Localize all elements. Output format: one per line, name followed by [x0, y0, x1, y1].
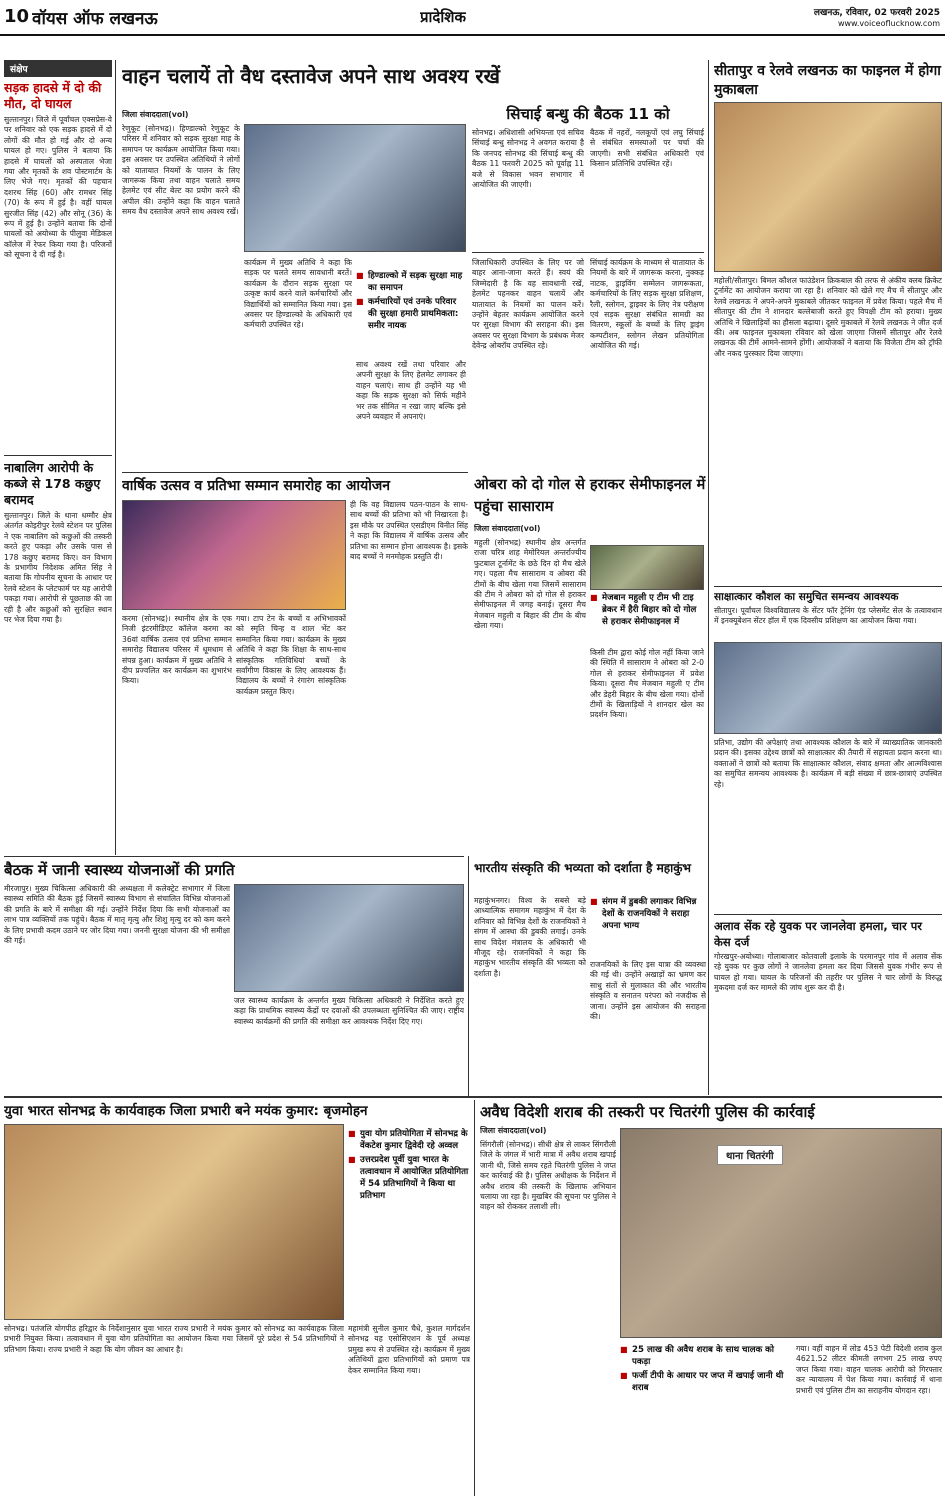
- sitapur-headline: सीतापुर व रेलवे लखनऊ का फाइनल में होगा मुकाबला: [714, 63, 941, 98]
- sichai-headline: सिचाई बन्धु की बैठक 11 को: [506, 105, 670, 123]
- story2-body-b: सिंचाई कार्यक्रम के माध्यम से यातायात के नियमों के बारे में जागरूक करना, नुक्कड़ नाटक, ड्राइविंग सम्मेलन जागरूकता, कर्मचारियों के लिए सड़क सुरक्षा प्रशिक्षण, रैली, स्लोगन, ड्राइवर के लिए नेत्र परीक्षण एवं सड़क सुरक्षा संबंधित सामग्री का वितरण, स्कूलों के बच्चों के लिए ड्राइंग कम्पटीशन, स्लोगन लेखन प्रतियोगिता आयोजित की गई।: [590, 258, 704, 351]
- baithak-headline: बैठक में जानी स्वास्थ्य योजनाओं की प्रगति: [4, 861, 235, 879]
- sharab-headline: अवैध विदेशी शराब की तस्करी पर चितरंगी पुलिस की कार्रवाई: [480, 1103, 815, 1121]
- varshik-col-1: करमा (सोनभद्र)। स्थानीय क्षेत्र के एक निजी इंटरमीडिएट कॉलेज करमा का 36वां वार्षिक उत्सव एवं प्रतिभा सम्मान समारोह विद्यालय परिसर में धूमधाम से संपन्न हुआ। कार्यक्रम में मुख्य अतिथि ने दीप प्रज्वलित कर कार्यक्रम का शुभारंभ किया।: [122, 614, 232, 686]
- sichai-body-b: बैठक में नहरों, नलकूपों एवं लघु सिंचाई से संबंधित समस्याओं पर चर्चा की जाएगी। सभी संबंधित अधिकारी एवं किसान प्रतिनिधि उपस्थित रहें।: [590, 128, 704, 169]
- varshik-photo-dance: [122, 500, 346, 610]
- masthead: [0, 0, 945, 36]
- brief-label: संक्षेप: [4, 60, 112, 77]
- yuva-bullet-2: ■ उत्तरप्रदेश पूर्वी युवा भारत के तत्वावधान में आयोजित प्रतियोगिता में 54 प्रतिभागियों ने किया था प्रतिभाग: [348, 1154, 470, 1202]
- sharab-photo-police: [620, 1128, 942, 1338]
- lead-photo-award: [244, 124, 466, 252]
- yuva-body: सोनभद्र। पतंजलि योगपीठ हरिद्वार के निर्देशानुसार युवा भारत राज्य प्रभारी ने मयंक कुमार को सोनभद्र का कार्यवाहक जिला प्रभारी नियुक्त किया। तत्वावधान में युवा योग प्रतियोगिता का आयोजन किया गया जिसमें पूरे प्रदेश से 54 प्रतिभागियों ने प्रतिभाग किया। राज्य प्रभारी ने कहा कि योग जीवन का आधार है।: [4, 1324, 344, 1354]
- page-number: 10: [4, 6, 30, 27]
- obra-credit: जिला संवाददाता(vol): [474, 524, 541, 533]
- baithak-body-b: जल स्वास्थ्य कार्यक्रम के अन्तर्गत मुख्य चिकित्सा अधिकारी ने निर्देशित करते हुए कहा कि प्राथमिक स्वास्थ्य केंद्रों पर दवाओं की उपलब्धता सुनिश्चित की जाए। राष्ट्रीय स्वास्थ्य कार्यक्रमों की प्रगति की समीक्षा कर आवश्यक निर्देश दिए गए।: [234, 996, 464, 1026]
- sakshatkar-photo-group: [714, 642, 942, 734]
- section-title: प्रादेशिक: [420, 8, 466, 26]
- brief-2-body: सुल्तानपुर। जिले के थाना धम्मौर क्षेत्र अंतर्गत कोइरीपुर रेलवे स्टेशन पर पुलिस ने एक नाबालिग को कछुओं की तस्करी करते हुए पकड़ा और उसके पास से 178 कछुए बरामद किए। वन विभाग के प्रभागीय निदेशक अमित सिंह ने बताया कि गोपनीय सूचना के आधार पर रेलवे स्टेशन के प्लेटफार्म पर यह आरोपी पकड़ा गया। आरोपी से पूछताछ की जा रही है और कछुओं को सुरक्षित स्थान पर भेज दिया गया है।: [4, 511, 112, 625]
- brief-1-title: सड़क हादसे में दो की मौत, दो घायल: [4, 80, 102, 111]
- lead-headline: वाहन चलायें तो वैध दस्तावेज अपने साथ अवश्य रखें: [122, 64, 500, 88]
- obra-headline: ओबरा को दो गोल से हराकर सेमीफाइनल में पहुंचा सासाराम: [474, 477, 706, 515]
- obra-body: महुली (सोनभद्र) स्थानीय क्षेत्र अन्तर्गत राजा चरित्र शाह मेमोरियल अन्तर्राज्यीय फुटबाल टूर्नामेंट के छठे दिन दो मैच खेले गए। पहला मैच सासाराम व ओबरा की टीमों के बीच खेला गया जिसमें सासाराम की टीम ने ओबरा को दो गोल से हराकर सेमीफाइनल में जगह बनाई। दूसरा मैच मेजबान महुली व बिहार की टीम के बीच खेला गया।: [474, 538, 586, 631]
- sitapur-photo-cricket: [714, 102, 942, 272]
- sakshatkar-body-b: प्रतिभा, उद्योग की अपेक्षाएं तथा आवश्यक कौशल के बारे में व्याख्यातिक जानकारी प्रदान की। इसका उद्देश्य छात्रों को साक्षात्कार की तैयारी में सहायता प्रदान करना था। वक्ताओं ने छात्रों को बताया कि साक्षात्कार कौशल, संवाद क्षमता और आत्मविश्वास का समुचित समन्वय आवश्यक है। कार्यक्रम में बड़ी संख्या में छात्र-छात्राएं उपस्थित रहे।: [714, 738, 942, 789]
- sharab-body-b: गया। वहीं वाहन में लोड 453 पेटी विदेशी शराब कुल 4621.52 लीटर कीमती लगभग 25 लाख रुपए जप्त किया गया। वाहन चालक आरोपी को गिरफ्तार कर न्यायालय में पेश किया गया। कार्रवाई में थाना प्रभारी एवं पुलिस टीम का सराहनीय योगदान रहा।: [796, 1344, 942, 1395]
- alav-body: गोरखपुर-अयोध्या। गोलाबाजार कोतवाली इलाके के परमानपुर गांव में अलाव सेंक रहे युवक पर कुछ लोगों ने जानलेवा हमला कर दिया जिससे युवक गंभीर रूप से घायल हो गया। घायल के परिजनों की तहरीर पर पुलिस ने चार लोगों के विरुद्ध मुकदमा दर्ज कर मामले की जांच शुरू कर दी है।: [714, 952, 942, 993]
- yuva-photo-event: [4, 1124, 344, 1320]
- kumbh-headline: भारतीय संस्कृति की भव्यता को दर्शाता है महाकुंभ: [474, 861, 691, 875]
- varshik-headline: वार्षिक उत्सव व प्रतिभा सम्मान समारोह का आयोजन: [122, 478, 391, 494]
- kumbh-bullet-1: ■ संगम में डुबकी लगाकर विभिन्न देशों के राजनयिकों ने सराहा अपना भाग्य: [590, 896, 706, 932]
- story2-body: जिलाधिकारी उपस्थित के लिए पर जो बाहर आना-जाना करते हैं। स्वयं की जिम्मेदारी है कि वह सावधानी रखें, हेलमेट पहनकर वाहन चलायें और यातायात के नियमों का पालन करें। उन्होंने बेहतर कार्यक्रम आयोजित करने पर सुरक्षा विभाग की सराहना की। इस अवसर पर सुरक्षा विभाग के प्रबंधक मेजर देवेन्द्र ओबरॉय उपस्थित रहे।: [472, 258, 584, 351]
- sharab-body-extra: [480, 1350, 616, 1496]
- sharab-body: सिंगरौली (सोनभद्र)। सीधी क्षेत्र से लाकर सिंगरौली जिले के जंगल में भारी मात्रा में अवैध शराब खपाई जानी थी, जिसे समय रहते चितरंगी पुलिस ने जप्त कर कार्रवाई की है। पुलिस अधीक्षक के निर्देशन में अवैध शराब की तस्करी के खिलाफ अभियान चलाया जा रहा है। मुखबिर की सूचना पर पुलिस ने वाहन को रोककर तलाशी ली।: [480, 1140, 616, 1212]
- obra-body-b: किसी टीम द्वारा कोई गोल नहीं किया जाने की स्थिति में सासाराम ने ओबरा को 2-0 गोल से हराकर सेमीफाइनल में प्रवेश किया। दूसरा मैच मेजबान महुली ए टीम और डेहरी बिहार के बीच खेला गया। दोनों टीमों के खिलाड़ियों ने शानदार खेल का प्रदर्शन किया।: [590, 648, 704, 720]
- brief-2-title: नाबालिग आरोपी के कब्जे से 178 कछुए बरामद: [4, 455, 112, 508]
- sharab-credit: जिला संवाददाता(vol): [480, 1126, 547, 1135]
- brief-1-body: सुल्तानपुर। जिले में पूर्वांचल एक्सप्रेस-वे पर शनिवार को एक सड़क हादसे में दो लोगों की मौत हो गई और दो अन्य घायल हो गए। पुलिस ने बताया कि हादसे में घायलों को अस्पताल भेजा गया और मृतकों के शव पोस्टमार्टम के लिए भेजे गए। मृतकों की पहचान दशरथ सिंह (60) और रामधर सिंह (70) के रूप में हुई है। वहीं घायल सुरजीत सिंह (42) और सोनू (36) के रूप में हुई है। उन्होंने बताया कि दोनों घायलों को अयोध्या के पीलुवा मेडिकल कॉलेज में रेफर किया गया है। परिजनों को सूचना दे दी गई है।: [4, 115, 112, 260]
- kumbh-body: महाकुंभनगर। विश्व के सबसे बड़े आध्यात्मिक समागम महाकुंभ में देश के शनिवार को विभिन्न देशों के राजनयिकों ने संगम में आस्था की डुबकी लगाई। उनके साथ विदेश मंत्रालय के अधिकारी भी मौजूद रहे। राजनयिकों ने कहा कि महाकुंभ भारतीय संस्कृति की भव्यता को दर्शाता है।: [474, 896, 586, 978]
- sharab-bullets: [620, 1344, 790, 1396]
- kumbh-bullets: [590, 896, 706, 934]
- lead-col-3: साथ अवश्य रखें तथा परिवार और अपनी सुरक्षा के लिए हेलमेट लगाकर ही वाहन चलाएं। साथ ही उन्होंने यह भी कहा कि सड़क सुरक्षा को सिर्फ महीने भर तक सीमित न रखा जाए बल्कि इसे अपने व्यवहार में अपनाएं।: [356, 360, 466, 422]
- website-link[interactable]: www.voiceoflucknow.com: [837, 19, 940, 28]
- baithak-body: मीरजापुर। मुख्य चिकित्सा अधिकारी की अध्यक्षता में कलेक्ट्रेट सभागार में जिला स्वास्थ्य समिति की बैठक हुई जिसमें स्वास्थ्य विभाग से संचालित विभिन्न योजनाओं की प्रगति के बारे में समीक्षा की गई। उन्होंने निर्देश दिया कि सभी योजनाओं का लाभ पात्र व्यक्तियों तक पहुंचे। बैठक में मातृ मृत्यु और शिशु मृत्यु दर को कम करने के लिए प्रभावी कदम उठाने पर जोर दिया गया। जननी सुरक्षा योजना की भी समीक्षा की गई।: [4, 884, 230, 946]
- sharab-bullet-2: ■ फर्जी टीपी के आधार पर जप्त में खपाई जानी थी शराब: [620, 1370, 790, 1394]
- lead-col-1: रेणुकूट (सोनभद्र)। हिण्डाल्को रेणुकूट के परिसर में शनिवार को सड़क सुरक्षा माह के समापन पर कार्यक्रम आयोजित किया गया। इस अवसर पर उपस्थित अतिथियों ने लोगों को यातायात नियमों के पालन के लिए जागरूक किया तथा वाहन चलाते समय हेलमेट एवं सीट बेल्ट का प्रयोग करने की अपील की। उन्होंने कहा कि वाहन चलाते समय वैध दस्तावेज अपने साथ अवश्य रखें।: [122, 124, 240, 217]
- obra-photo-football: [590, 545, 704, 590]
- sichai-body-a: सोनभद्र। अधिशासी अभियन्ता एवं सचिव सिंचाई बन्धु सोनभद्र ने अवगत कराया है कि जनपद सोनभद्र की सिंचाई बन्धु की बैठक 11 फरवरी 2025 को पूर्वाह्न 11 बजे से विकास भवन सभागार में आयोजित की जाएगी।: [472, 128, 584, 190]
- yuva-bullets: [348, 1128, 470, 1204]
- yuva-body-b: महामंत्री सुनील कुमार चैधे, कुशल मार्गदर्शन सोनभद्र यह एसोसिएशन के पूर्व अध्यक्ष प्रमुख रूप से उपस्थित रहे। कार्यक्रम में मुख्य अतिथियों द्वारा प्रतिभागियों को प्रमाण पत्र देकर सम्मानित किया गया।: [348, 1324, 470, 1375]
- lead-bullet-2: ■ कर्मचारियों एवं उनके परिवार की सुरक्षा हमारी प्राथमिकता: समीर नायक: [356, 296, 466, 332]
- dateline: लखनऊ, रविवार, 02 फरवरी 2025: [813, 8, 940, 18]
- varshik-col-2: गया। टाप टेन के बच्चों व अभिभावकों को स्मृति चिन्ह व शाल भेंट कर सम्मानित किया गया। कार्यक्रम के मुख्य अतिथि ने कहा कि शिक्षा के साथ-साथ सांस्कृतिक गतिविधियां बच्चों के सर्वांगीण विकास के लिए आवश्यक हैं। विद्यालय के बच्चों ने रंगारंग सांस्कृतिक कार्यक्रम प्रस्तुत किए।: [236, 614, 346, 696]
- lead-credit: जिला संवाददाता(vol): [122, 110, 189, 119]
- yuva-bullet-1: ■ युवा योग प्रतियोगिता में सोनभद्र के वेंकटेश कुमार द्विवेदी रहे अव्वल: [348, 1128, 470, 1152]
- police-station-sign: थाना चितरंगी: [717, 1145, 783, 1165]
- paper-name: वॉयस ऑफ लखनऊ: [32, 9, 158, 29]
- sakshatkar-body-a: सीतापुर। पूर्वांचल विश्वविद्यालय के सेंटर फॉर ट्रेनिंग एंड प्लेसमेंट सेल के तत्वावधान में इनक्यूबेशन सेंटर हॉल में एक दिवसीय प्रशिक्षण का आयोजन किया गया।: [714, 606, 942, 626]
- alav-headline: अलाव सेंक रहे युवक पर जानलेवा हमला, चार पर केस दर्ज: [714, 919, 922, 949]
- sitapur-body: महोली/सीतापुर। बिमल कौशल फाउंडेशन क्रिकबाल की तरफ से अंकीय क्लब क्रिकेट टूर्नामेंट का आयोजन कराया जा रहा है। शनिवार को खेले गए मैच में सीतापुर और रेलवे लखनऊ ने अपने-अपने मुकाबले जीतकर फाइनल में प्रवेश किया। पहले मैच में सीतापुर की टीम ने शानदार बल्लेबाजी करते हुए विपक्षी टीम को हराया। मुख्य अतिथि ने खिलाड़ियों का हौसला बढ़ाया। दूसरे मुकाबले में रेलवे लखनऊ ने जीत दर्ज की। अब फाइनल मुकाबला रविवार को खेला जाएगा जिसमें सीतापुर और रेलवे लखनऊ की टीमें आमने-सामने होंगी। आयोजकों ने बताया कि विजेता टीम को ट्रॉफी और नकद पुरस्कार दिया जाएगा।: [714, 276, 942, 358]
- kumbh-body-b: राजनयिकों के लिए इस यात्रा की व्यवस्था की गई थी। उन्होंने अखाड़ों का भ्रमण कर साधु संतों से मुलाकात की और भारतीय संस्कृति व सनातन परंपरा को नजदीक से जाना। उन्होंने इस आयोजन की सराहना की।: [590, 960, 706, 1022]
- varshik-col-3: ही कि वह विद्यालय पठन-पाठन के साथ-साथ बच्चों की प्रतिभा को भी निखारता है। इस मौके पर उपस्थित एसडीएम विनीत सिंह ने कहा कि विद्यालय में वार्षिक उत्सव और प्रतिभा का सम्मान होना आवश्यक है। इसके बाद बच्चों ने मनमोहक प्रस्तुति दी।: [350, 500, 468, 562]
- lead-bullet-1: ■ हिण्डाल्को में सड़क सुरक्षा माह का समापन: [356, 270, 466, 294]
- lead-col-2: कार्यक्रम में मुख्य अतिथि ने कहा कि सड़क पर चलते समय सावधानी बरतें। कार्यक्रम के दौरान सड़क सुरक्षा पर उत्कृष्ट कार्य करने वाले कर्मचारियों और विद्यार्थियों को सम्मानित किया गया। इस अवसर पर हिण्डाल्को के अधिकारी एवं कर्मचारी उपस्थित रहे।: [244, 258, 352, 330]
- sharab-bullet-1: ■ 25 लाख की अवैध शराब के साथ चालक को पकड़ा: [620, 1344, 790, 1368]
- left-column: [4, 60, 112, 866]
- obra-bullet-1: ■ मेजबान महुली ए टीम भी टाइ ब्रेकर में हैरी बिहार को दो गोल से हराकर सेमीफाइनल में: [590, 592, 704, 628]
- lead-bullets: [356, 270, 466, 334]
- yuva-headline: युवा भारत सोनभद्र के कार्यवाहक जिला प्रभारी बने मयंक कुमार: बृजमोहन: [4, 1103, 368, 1119]
- obra-bullets: [590, 592, 704, 630]
- baithak-photo-meeting: [234, 884, 464, 992]
- sakshatkar-headline: साक्षात्कार कौशल का समुचित समन्वय आवश्यक: [714, 591, 899, 603]
